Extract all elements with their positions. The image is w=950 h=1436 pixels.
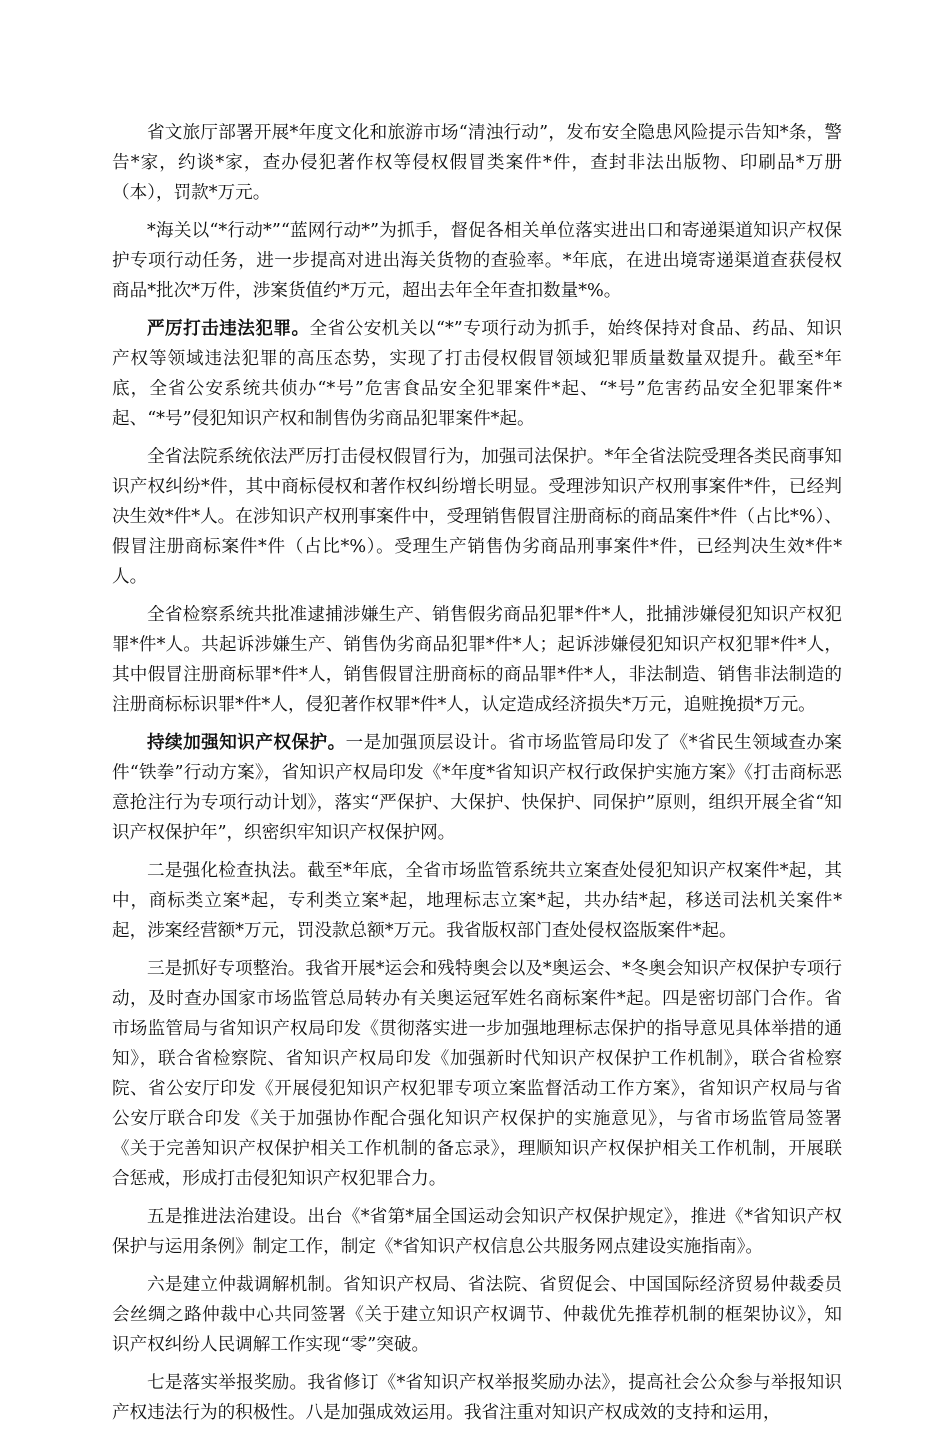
paragraph-customs	[112, 216, 842, 306]
paragraph-ip-protection	[112, 728, 842, 848]
paragraph-special-rectification	[112, 954, 842, 1194]
paragraph-crime-crackdown	[112, 314, 842, 434]
paragraph-culture-tourism	[112, 118, 842, 208]
document-body	[112, 118, 842, 1436]
paragraph-text: 七是落实举报奖励。我省修订《*省知识产权举报奖励办法》，提高社会公众参与举报知识产权违法行为的积极性。八是加强成效运用。我省注重对知识产权成效的支持和运用，	[112, 1373, 842, 1423]
paragraph-lead: 持续加强知识产权保护。	[147, 733, 346, 753]
paragraph-reporting-rewards	[112, 1368, 842, 1428]
paragraph-enforcement	[112, 856, 842, 946]
paragraph-text: 二是强化检查执法。截至*年底，全省市场监管系统共立案查处侵犯知识产权案件*起，其中，商标类立案*起，专利类立案*起，地理标志立案*起，共办结*起，移送司法机关案件*起，涉案经营额*万元，罚没款总额*万元。我省版权部门查处侵权盗版案件*起。	[112, 861, 842, 941]
paragraph-text: 五是推进法治建设。出台《*省第*届全国运动会知识产权保护规定》，推进《*省知识产权保护与运用条例》制定工作，制定《*省知识产权信息公共服务网点建设实施指南》。	[112, 1207, 842, 1257]
paragraph-text: 三是抓好专项整治。我省开展*运会和残特奥会以及*奥运会、*冬奥会知识产权保护专项行动，及时查办国家市场监管总局转办有关奥运冠军姓名商标案件*起。四是密切部门合作。省市场监管局与省知识产权局印发《贯彻落实进一步加强地理标志保护的指导意见具体举措的通知》，联合省检察院、省知识产权局印发《加强新时代知识产权保护工作机制》，联合省检察院、省公安厅印发《开展侵犯知识产权犯罪专项立案监督活动工作方案》，省知识产权局与省公安厅联合印发《关于加强协作配合强化知识产权保护的实施意见》，与省市场监管局签署《关于完善知识产权保护相关工作机制的备忘录》，理顺知识产权保护相关工作机制，开展联合惩戒，形成打击侵犯知识产权犯罪合力。	[112, 959, 842, 1189]
paragraph-text: 省文旅厅部署开展*年度文化和旅游市场“清浊行动”，发布安全隐患风险提示告知*条，警告*家，约谈*家，查办侵犯著作权等侵权假冒类案件*件，查封非法出版物、印刷品*万册（本），罚款*万元。	[112, 123, 842, 203]
paragraph-lead: 严厉打击违法犯罪。	[147, 319, 310, 339]
paragraph-text: 六是建立仲裁调解机制。省知识产权局、省法院、省贸促会、中国国际经济贸易仲裁委员会丝绸之路仲裁中心共同签署《关于建立知识产权调节、仲裁优先推荐机制的框架协议》，知识产权纠纷人民调解工作实现“零”突破。	[112, 1275, 842, 1355]
paragraph-text: 全省法院系统依法严厉打击侵权假冒行为，加强司法保护。*年全省法院受理各类民商事知识产权纠纷*件，其中商标侵权和著作权纠纷增长明显。受理涉知识产权刑事案件*件，已经判决生效*件*人。在涉知识产权刑事案件中，受理销售假冒注册商标的商品案件*件（占比*%）、假冒注册商标案件*件（占比*%）。受理生产销售伪劣商品刑事案件*件，已经判决生效*件*人。	[112, 447, 842, 587]
paragraph-text: 全省检察系统共批准逮捕涉嫌生产、销售假劣商品犯罪*件*人，批捕涉嫌侵犯知识产权犯罪*件*人。共起诉涉嫌生产、销售伪劣商品犯罪*件*人；起诉涉嫌侵犯知识产权犯罪*件*人，其中假冒注册商标罪*件*人，销售假冒注册商标的商品罪*件*人，非法制造、销售非法制造的注册商标标识罪*件*人，侵犯著作权罪*件*人，认定造成经济损失*万元，追赃挽损*万元。	[112, 605, 842, 715]
paragraph-text: 全省公安机关以“*”专项行动为抓手，始终保持对食品、药品、知识产权等领域违法犯罪的高压态势，实现了打击侵权假冒领域犯罪质量数量双提升。截至*年底，全省公安系统共侦办“*号”危害食品安全犯罪案件*起、“*号”危害药品安全犯罪案件*起、“*号”侵犯知识产权和制售伪劣商品犯罪案件*起。	[112, 319, 842, 429]
paragraph-text: 一是加强顶层设计。省市场监管局印发了《*省民生领域查办案件“铁拳”行动方案》，省知识产权局印发《*年度*省知识产权行政保护实施方案》《打击商标恶意抢注行为专项行动计划》，落实“严保护、大保护、快保护、同保护”原则，组织开展全省“知识产权保护年”，织密织牢知识产权保护网。	[112, 733, 842, 843]
paragraph-arbitration	[112, 1270, 842, 1360]
paragraph-rule-of-law	[112, 1202, 842, 1262]
paragraph-text: *海关以“*行动*”“蓝网行动*”为抓手，督促各相关单位落实进出口和寄递渠道知识产权保护专项行动任务，进一步提高对进出海关货物的查验率。*年底，在进出境寄递渠道查获侵权商品*批次*万件，涉案货值约*万元，超出去年全年查扣数量*%。	[112, 221, 842, 301]
paragraph-courts	[112, 442, 842, 592]
paragraph-procuratorate	[112, 600, 842, 720]
